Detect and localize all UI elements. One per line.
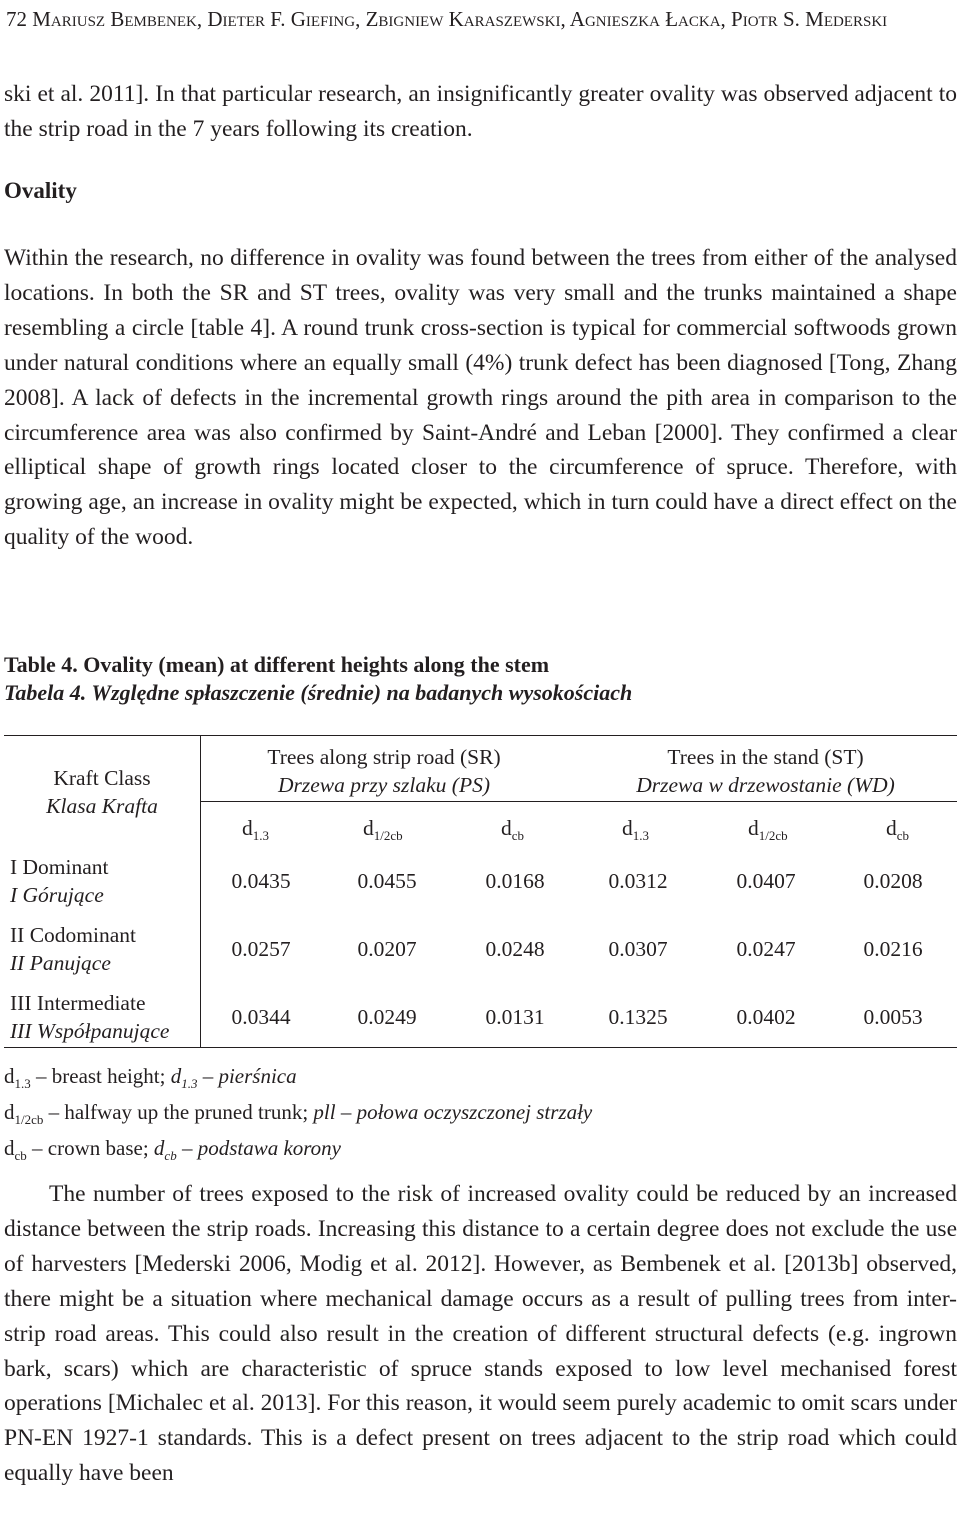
group-header-st bbox=[574, 743, 957, 799]
table-cell: 0.0344 bbox=[231, 1005, 291, 1029]
subheader-d12cb-sr: $d_{1/2cb}$ bbox=[363, 816, 403, 843]
paragraph-conclusion: The number of trees exposed to the risk of increased ovality could be reduced by an increased distance between the strip roads. Increasing this distance to a certain degree does not exclude the use of harvesters [Mederski 2006, Modig et al. 2012]. However, as Bembenek et al. [2013b] observed, there might be a situation where mechanical damage occurs as a result of pulling trees from inter-strip road areas. This could also result in the creation of different structural defects (e.g. ingrown bark, scars) which are characteristic of spruce stands exposed to low level mechanised forest operations [Michalec et al. 2013]. For this reason, it would seem purely academic to omit scars under PN-EN 1927-1 standards. This is a defect present on trees adjacent to the strip road which could equally have been bbox=[4, 1181, 957, 1487]
table-cell: 0.0257 bbox=[231, 937, 291, 961]
note-halfway-pruned-trunk: $d_{1/2cb}$ – halfway up the pruned trunk; pll – połowa oczyszczonej strzały bbox=[4, 1100, 593, 1127]
row-class-intermediate: III Intermediate III Współpanujące bbox=[10, 991, 170, 1043]
note-breast-height: $d_{1.3}$ – breast height; $d_{1.3}$ – pierśnica bbox=[4, 1064, 297, 1091]
authors: Mariusz Bembenek, Dieter F. Giefing, Zbigniew Karaszewski, Agnieszka Łacka, Piotr S. Mederski bbox=[32, 7, 888, 31]
table-cell: 0.0168 bbox=[485, 869, 545, 893]
table-cell: 0.0216 bbox=[863, 937, 923, 961]
table-notes bbox=[4, 1062, 904, 1170]
table-cell: 0.0307 bbox=[608, 937, 668, 961]
running-head bbox=[6, 6, 956, 32]
group-sr-en: Trees along strip road (SR) bbox=[267, 745, 501, 769]
section-heading: Ovality bbox=[4, 178, 77, 203]
class-header-pl: Klasa Krafta bbox=[46, 794, 158, 818]
ovality-table bbox=[4, 735, 957, 1048]
class-header-en: Kraft Class bbox=[53, 766, 151, 790]
table-cell: 0.0131 bbox=[485, 1005, 545, 1029]
table-cell: 0.0455 bbox=[357, 869, 417, 893]
table-cell: 0.0402 bbox=[736, 1005, 796, 1029]
table-cell: 0.0208 bbox=[863, 869, 923, 893]
table-caption-en: Table 4. Ovality (mean) at different heights along the stem bbox=[4, 652, 550, 677]
subheader-d13-st: $d_{1.3}$ bbox=[622, 816, 649, 843]
subheader-dcb-st: $d_{cb}$ bbox=[886, 816, 910, 843]
group-st-pl: Drzewa w drzewostanie (WD) bbox=[636, 773, 895, 797]
paragraph-intro: ski et al. 2011]. In that particular research, an insignificantly greater ovality was observed adjacent to the strip road in the 7 years following its creation. bbox=[4, 81, 957, 142]
subheader-d13-sr: $d_{1.3}$ bbox=[242, 816, 269, 843]
class-header bbox=[4, 764, 200, 820]
table-cell: 0.0312 bbox=[608, 869, 668, 893]
group-sr-pl: Drzewa przy szlaku (PS) bbox=[278, 773, 490, 797]
table-cell: 0.0248 bbox=[485, 937, 545, 961]
table-cell: 0.0435 bbox=[231, 869, 291, 893]
subheader-dcb-sr: $d_{cb}$ bbox=[501, 816, 525, 843]
table-header-divider bbox=[200, 801, 957, 802]
table-cell: 0.0247 bbox=[736, 937, 796, 961]
table-caption-pl: Tabela 4. Względne spłaszczenie (średnie) na badanych wysokościach bbox=[4, 680, 633, 705]
row-class-dominant: I Dominant I Górujące bbox=[10, 855, 109, 907]
table-cell: 0.0249 bbox=[357, 1005, 417, 1029]
subheader-d12cb-st: $d_{1/2cb}$ bbox=[748, 816, 788, 843]
table-caption bbox=[4, 651, 954, 707]
note-crown-base: $d_{cb}$ – crown base; $d_{cb}$ – podstawa korony bbox=[4, 1136, 342, 1163]
paragraph-ovality: Within the research, no difference in ovality was found between the trees from either of the analysed locations. In both the SR and ST trees, ovality was very small and the trunks maintained a shape resembling a circle [table 4]. A round trunk cross-section is typical for commercial softwoods grown under natural conditions where an equally small (4%) trunk defect has been diagnosed [Tong, Zhang 2008]. A lack of defects in the incremental growth rings around the pith area in comparison to the circumference area was also confirmed by Saint-André and Leban [2000]. They confirmed a clear elliptical shape of growth rings located closer to the circumference of spruce. Therefore, with growing age, an increase in ovality might be expected, which in turn could have a direct effect on the quality of the wood. bbox=[4, 245, 957, 551]
table-cell: 0.0407 bbox=[736, 869, 796, 893]
table-cell: 0.0053 bbox=[863, 1005, 923, 1029]
table-cell: 0.0207 bbox=[357, 937, 417, 961]
page-number: 72 bbox=[6, 7, 27, 31]
group-st-en: Trees in the stand (ST) bbox=[667, 745, 864, 769]
group-header-sr bbox=[194, 743, 574, 799]
row-class-codominant: II Codominant II Panujące bbox=[10, 923, 136, 975]
table-cell: 0.1325 bbox=[608, 1005, 668, 1029]
